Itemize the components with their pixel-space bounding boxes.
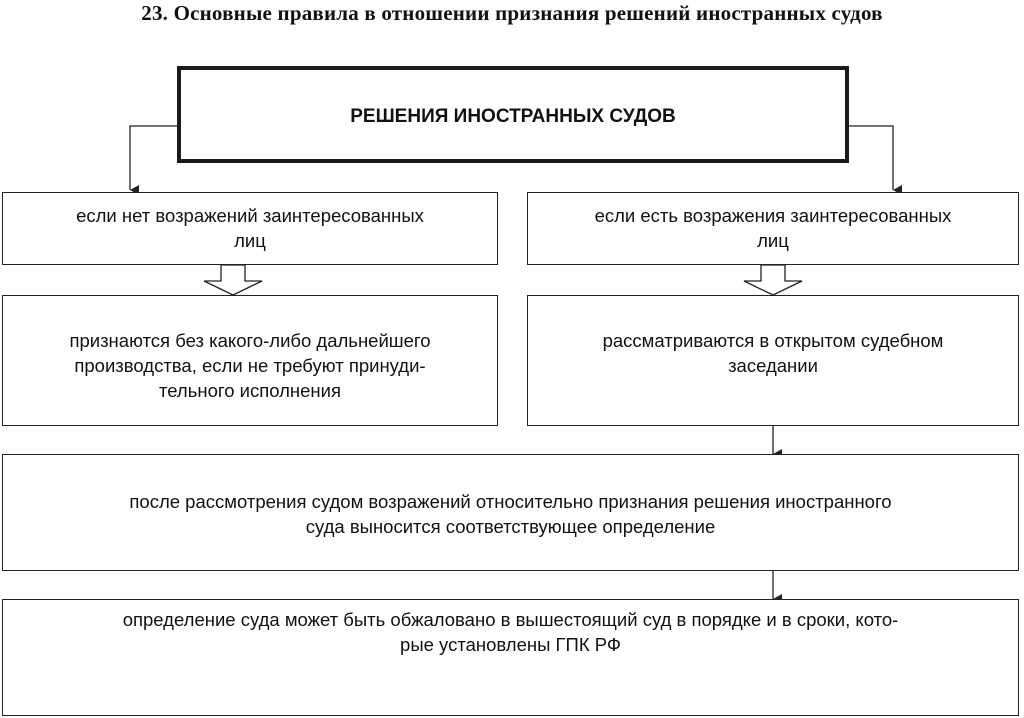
block-arrow-right: [744, 265, 802, 295]
right-result-box: [527, 295, 1019, 426]
main-box: [177, 66, 849, 163]
left-condition-box: [2, 192, 498, 265]
right-condition-line1: если есть возражения заинтересованных: [594, 205, 952, 226]
left-result-line3: тельного исполнения: [158, 380, 341, 401]
right-result-line2: заседании: [728, 355, 818, 376]
left-condition-line1: если нет возражений заинтересованных: [76, 205, 424, 226]
appeal-box: [2, 599, 1019, 716]
appeal-line1: определение суда может быть обжаловано в вышестоящий суд в порядке и в сроки, кото-: [122, 609, 899, 630]
main-box-label: РЕШЕНИЯ ИНОСТРАННЫХ СУДОВ: [350, 106, 676, 127]
page-title: 23. Основные правила в отношении признания решений иностранных судов: [141, 1, 883, 25]
arrow-main-to-left: [130, 126, 178, 190]
left-result-line2: производства, если не требуют принуди-: [74, 355, 426, 376]
decision-box: [2, 454, 1019, 571]
left-result-box: [2, 295, 498, 426]
arrow-main-to-right: [848, 126, 893, 190]
right-result-line1: рассматриваются в открытом судебном: [602, 330, 944, 351]
decision-line2: суда выносится соответствующее определение: [305, 516, 716, 537]
left-condition-line2: лиц: [234, 230, 266, 251]
right-condition-box: [527, 192, 1019, 265]
decision-line1: после рассмотрения судом возражений относительно признания решения иностранного: [129, 491, 892, 512]
right-condition-line2: лиц: [757, 230, 789, 251]
left-result-line1: признаются без какого-либо дальнейшего: [69, 330, 431, 351]
appeal-line2: рые установлены ГПК РФ: [400, 634, 621, 655]
block-arrow-left: [204, 265, 262, 295]
